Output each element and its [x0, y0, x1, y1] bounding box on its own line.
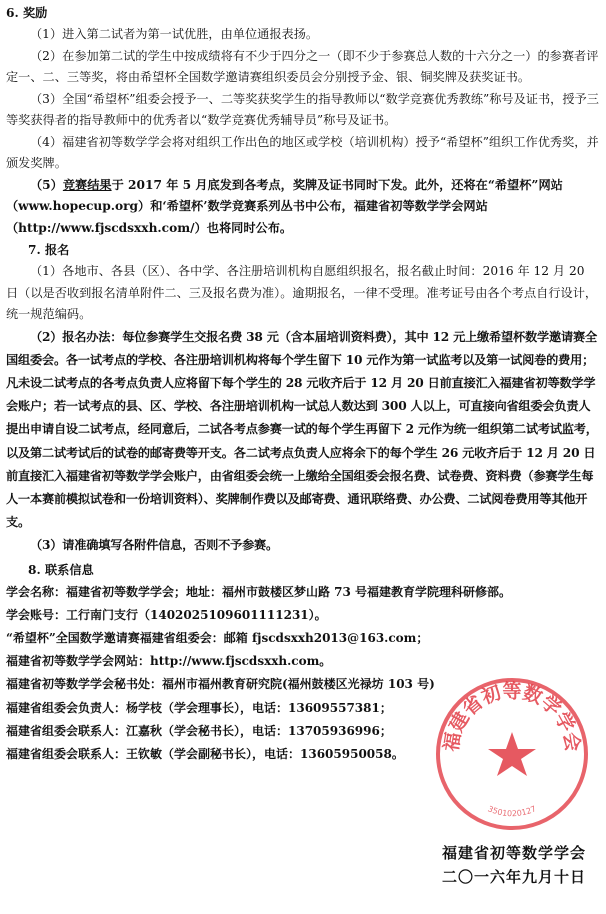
contact-line: “希望杯”全国数学邀请赛福建省组委会：邮箱 fjscdsxxh2013@163.com； [6, 630, 429, 645]
contact-line: 学会名称：福建省初等数学学会；地址：福州市鼓楼区梦山路 73 号福建教育学院理科研修部。 [6, 584, 512, 599]
contact-line: 福建省组委会联系人：王钦敏（学会副秘书长），电话：13605950058。 [6, 746, 404, 761]
contact-line: 福建省组委会联系人：江嘉秋（学会秘书长），电话：13705936996； [6, 723, 392, 738]
item-5-underlined: 竞赛结果 [62, 177, 112, 192]
section-6-item-5 [6, 175, 600, 240]
section-7-item-3: （3）请准确填写各附件信息，否则不予参赛。 [30, 538, 279, 553]
signature-org: 福建省初等数学学会 [441, 844, 586, 862]
section-6-item-4: （4）福建省初等数学学会将对组织工作出色的地区或学校（培训机构）授予“希望杯”组织工作优秀奖，并颁发奖牌。 [6, 134, 599, 170]
section-6-item-2: （2）在参加第二试的学生中按成绩将有不少于四分之一（即不少于参赛总人数的十六分之一）的参赛者评定一、二、三等奖，将由希望杯全国数学邀请赛组织委员会分别授予金、银、铜奖牌及获奖证书。 [6, 48, 599, 84]
contact-line: 福建省初等数学学会秘书处：福州市福州教育研究院(福州鼓楼区光禄坊 103 号) [6, 677, 435, 692]
section-6-item-1: （1）进入第二试者为第一试优胜，由单位通报表扬。 [30, 27, 319, 41]
item-5-number: （5） [30, 177, 63, 192]
section-7-item-2: （2）报名办法：每位参赛学生交报名费 38 元（含本届培训资料费），其中 12 元上缴希望杯数学邀请赛全国组委会。各一试考点的学校、各注册培训机构将每个学生留下 10 元作为第一试监考以及第一试阅卷的费用；凡未设二试考点的各考点负责人应将留下每个学生的 28 元收齐后于 12 月 20 日前直接汇入福建省初等数学学会账户；若一试考点的县、区、学校、各注册培训机构一试总人数达到 300 人以上，可直接向省组委会负责人提出申请自设二试考点，经同意后，二试各考点参赛一试的每个学生再留下 2 元作为统一组织第二试考试监考，以及第二试考试后的试卷的邮寄费等开支。各二试考点负责人应将余下的每个学生 26 元收齐后于 12 月 20 日前直接汇入福建省初等数学学会账户，由省组委会统一上缴给全国组委会报名费、试卷费、资料费（参赛学生每人一本赛前模拟试卷和一份培训资料）、奖牌制作费以及邮寄费、通讯联络费、办公费、二试阅卷费用等其他开支。 [6, 329, 598, 530]
section-8-heading: 8. 联系信息 [28, 562, 94, 577]
signature-date: 二〇一六年九月十日 [441, 868, 586, 886]
section-7-heading: 7. 报名 [28, 243, 70, 257]
contact-line: 福建省组委会负责人：杨学枝（学会理事长），电话：13609557381； [6, 700, 392, 715]
section-7-item-1: （1）各地市、各县（区）、各中学、各注册培训机构自愿组织报名，报名截止时间：2016 年 12 月 20 日（以是否收到报名清单附件二、三及报名费为准）。逾期报名，一律不受理。准考证号由各个考点自行设计，统一规范编码。 [6, 264, 598, 321]
item-5-text: 于 2017 年 5 月底发到各考点，奖牌及证书同时下发。此外，还将在“希望杯”网站（www.hopecup.org）和‘希望杯’数学竞赛系列丛书中公布，福建省初等数学学会网站（http://www.fjscdsxxh.com/）也将同时公布。 [6, 177, 563, 235]
official-seal [432, 674, 592, 834]
contact-line: 学会账号：工行南门支行（1402025109601111231）。 [6, 607, 327, 622]
document-body [6, 2, 600, 766]
section-6-heading: 6. 奖励 [6, 6, 48, 20]
seal-star-icon [488, 732, 536, 776]
seal-code: 3501020127 [486, 804, 538, 819]
section-6-item-3: （3）全国“希望杯”组委会授予一、二等奖获奖学生的指导教师以“数学竞赛优秀教练”称号及证书，授予三等奖获得者的指导教师中的优秀者以“数学竞赛优秀辅导员”称号及证书。 [6, 91, 599, 127]
seal-ring-text: 福建省初等数学学会 [440, 680, 584, 754]
contact-line: 福建省初等数学学会网站：http://www.fjscdsxxh.com。 [6, 654, 332, 669]
